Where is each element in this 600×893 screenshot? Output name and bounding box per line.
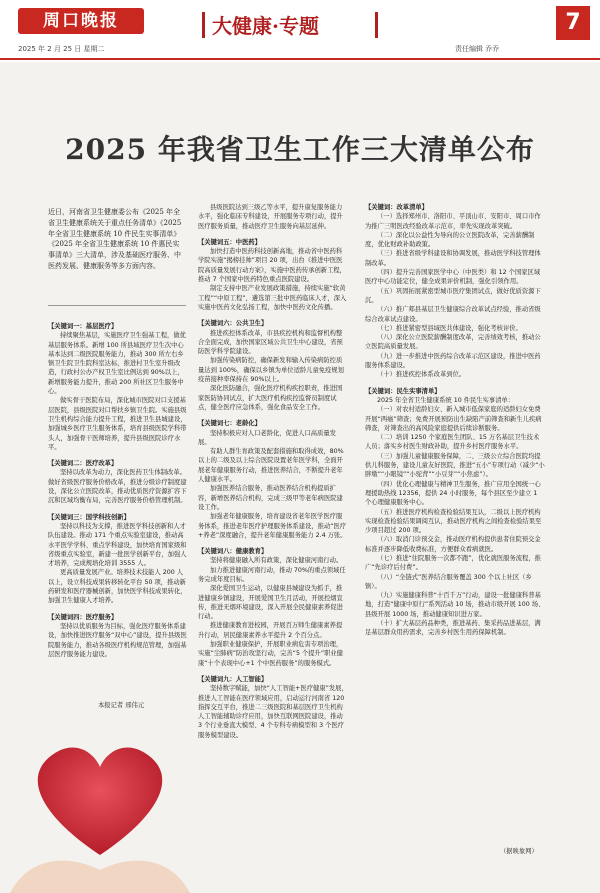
article-paragraph: （一）对农村适龄妇女、新入城市低保家庭的适龄妇女免费开展“两癌”筛查；免费开展预防出生缺陷产前筛查和新生儿疾病筛查，对筛查出的高风险家庭提供后续诊断服务。: [365, 406, 542, 432]
newspaper-logo: 周口晚报: [18, 8, 144, 34]
article-paragraph: 加快打造中医药科技创新高地，推动省中医药科学院实施“揭榜挂帅”项目 20 项，出台《推进中医医院高质量发展行动方案》，实施中医药传承创新工程，推动 7 个国家中医药特色重点医院建设。: [198, 248, 346, 284]
section-keyword-heading: 【关键词三：国学科技创新】: [48, 513, 130, 521]
section-divider-left: [202, 12, 205, 38]
article-paragraph: 坚持积极应对人口老龄化，促进人口高质量发展。: [198, 429, 336, 446]
section-keyword-heading: 【关键词：民生实事清单】: [365, 387, 441, 395]
article-paragraph: 县级医院达到三级乙等水平，提升康复服务能力水平，强化临床专科建设，开展服务专项行动，提升医疗服务质量，推动医疗卫生服务向基层延伸。: [198, 204, 343, 230]
section-keyword-heading: 【关键词九：人工智能】: [198, 675, 268, 683]
article-paragraph: （二）培训 1250 个家庭医生团队、15 万名基层卫生技术人员；落实乡村医生财政补助，提升乡村医疗服务水平。: [365, 434, 540, 451]
article-paragraph: 坚持以优质服务为目标，强化医疗服务体系建设，加快推进医疗服务“双中心”建设，提升县级医院服务能力，推动各级医疗机构规范管理，加强基层医疗服务能力建设。: [48, 622, 187, 658]
article-paragraph: 坚持以科技为支撑，推进医学科技创新和人才队伍建设。推动 171 个重点实验室建设，推动高水平医学学科、重点学科建设，加快培育国家级和省级重点实验室，新建一批医学创新平台，加强人才培养，完成规培化培训 3555 人。: [48, 522, 187, 568]
article-paragraph: 加强老年健康服务，培育建设省老年医学医疗服务体系，推进老年医疗护理服务体系建设，推动“医疗+养老”深度融合，提升老年健康服务能力 2.4 万张。: [198, 513, 347, 539]
article-paragraph: （六）取消门诊预交金，推动医疗机构提供患者住院预交金标准并逐步降低收费标准，方便群众看病就医。: [365, 536, 541, 553]
column-1: [48, 322, 188, 659]
masthead: [0, 0, 600, 62]
article-paragraph: 加力推进健康河南行动，推动 70%的重点领域任务完成年度目标。: [198, 566, 346, 583]
article-paragraph: 做实骨干医院布局，深化城市医院对口支援基层医院，县级医院对口帮扶乡镇卫生院。实施县级卫生机构综合能力提升工程，推进卫生县城建设，加强城乡医疗卫生服务体系，培育县级医院学科带头人，加强骨干医师培养，提升县级医院诊疗水平。: [48, 397, 187, 451]
article-paragraph: （四）提升完善国家医学中心（中医类）和 12 个国家区域医疗中心功能定位，健全成果评价机制，强化引领作用。: [365, 269, 541, 286]
article-paragraph: （四）优化心理健康与精神卫生服务，推广应用全国统一心理援助热线 12356，提供 24 小时服务，每个县区至少建立 1 个心理健康服务中心。: [365, 480, 541, 507]
hands-icon: [10, 861, 190, 893]
article-paragraph: （九）实施健康科普“十百千万”行动，建设一批健康科普基地，打造“健康中原行”系列活动 10 场，推动市级开展 100 场、县级开展 1000 场，推动健康知识进万家。: [365, 592, 545, 618]
section-keyword-heading: 【关键词八：健康教育】: [198, 548, 268, 556]
section-keyword-heading: 【关键词二：医疗改革】: [48, 460, 118, 468]
section-title: 大健康·专题: [212, 14, 319, 38]
article-paragraph: （六）推广郏县基层卫生健康综合改革试点经验，推动省级综合改革试点建设。: [365, 306, 541, 323]
article-paragraph: 制定支持中医产业发展政策措施，持续实施“软黄工程”“中原工程”，遴选第三批中医药临床人才，深入实施中医药文化弘扬工程，加快中医药文化传播。: [198, 285, 347, 311]
article-paragraph: （五）推进医疗机构检查检验结果互认，二级以上医疗机构实现检查检验结果调阅互认，推动医疗机构之间检查检验结果至少项目超过 200 项。: [365, 508, 542, 535]
heart-icon: [38, 748, 162, 855]
article-paragraph: 坚持将健康融入所有政策，深化健康河南行动。: [210, 557, 343, 565]
article-paragraph: （十）推进疾控体系改革到位。: [377, 371, 466, 379]
date-line: 2025 年 2 月 25 日 星期二: [18, 45, 105, 53]
source-credit: （据映象网）: [500, 848, 538, 855]
article-paragraph: （八）深化公立医院薪酬制度改革，完善绩效考核，推动公立医院高质量发展。: [365, 334, 541, 351]
section-keyword-heading: 【关键词：改革清单】: [365, 204, 428, 211]
intro-divider: [48, 305, 186, 306]
article-paragraph: 2025 年全省卫生健康系统 10 件民生实事清单：: [377, 396, 515, 404]
section-keyword-heading: 【关键词一：基层医疗】: [48, 323, 118, 330]
article-paragraph: 有助人群生育政策及配套措施和取得成效，80%以上的二级及以上综合医院设置老年医学科，全面开展老年健康服务行动，推进医养结合，不断提升老年人健康水平。: [198, 448, 344, 484]
headline: 2025 年我省卫生工作三大清单公布: [65, 133, 535, 166]
section-keyword-heading: 【关键词七：老龄化】: [198, 420, 261, 428]
heart-hands-illustration: [0, 705, 200, 893]
article-paragraph: 更高质量发展产业。培养技术技能人 200 人以上，设立科技成果转移转化平台 50 项，推动新药研发和医疗器械创新，加快医学科技成果转化，加强卫生健康人才培养。: [48, 569, 187, 605]
article-paragraph: （七）推进紧密型县域医共体建设，强化考核评价。: [377, 324, 522, 332]
article-paragraph: 推进健康教育进校园，开展百万师生健康素养提升行动，居民健康素养水平提升 2 个百分点。: [198, 622, 343, 639]
article-paragraph: 坚持以改革为动力，深化医药卫生体制改革。做好省级医疗服务价格改革，推进分级诊疗制度建设，深化公立医院改革，推动优质医疗资源扩容下沉和区域均衡布局，完善医疗服务价格管理机制。: [48, 469, 187, 505]
article-paragraph: 推进疾控体系改革，市县疾控机构和监督机构整合全面完成，加快国家区域公共卫生中心建设，省预防医学科学院建设。: [198, 329, 343, 356]
article-paragraph: 深化医防融合，强化医疗机构疾控职责，推进国家医防协同试点，扩大医疗机构疾控监督员制度试点，健全医疗应急体系，强化食品安全工作。: [198, 385, 343, 411]
section-keyword-heading: 【关键词四：医疗服务】: [48, 613, 118, 621]
section-keyword-heading: 【关键词五：中医药】: [198, 238, 261, 246]
article-paragraph: 加强职业健康保护，开展职业病危害专项治理，实施“尘肺病”防治攻坚行动，完善“5 个提升”职业健康“十个表现中心+1 个中医药服务”的服务模式。: [198, 641, 343, 667]
article-paragraph: （十）扩大基层药品种类，推进基药、集采药品进基层，满足基层群众用药需求，完善乡村医生用药保障机制。: [365, 620, 541, 637]
article-paragraph: （八）“全链式”医养结合服务覆盖 300 个以上社区（乡镇）。: [365, 573, 532, 590]
section-keyword-heading: 【关键词六：公共卫生】: [198, 320, 268, 328]
intro-paragraph: 近日，河南省卫生健康委公布《2025 年全省卫生健康系统关于重点任务清单》《2025 年全省卫生健康系统 10 件民生实事清单》《2025 年全省卫生健康系统 10 件惠民实事清单》三大清单，涉及基础医疗服务、中医药发展、健康服务等多方面内容。: [48, 208, 182, 270]
article-paragraph: 坚持数字赋能，加快“人工智能+医疗健康”发展，推进人工智能在医疗领域应用，启动运行河南省 120 指挥交互平台，推进二三级医院和基层医疗卫生机构人工智能辅助诊疗应用，加快互联网医院建设，推动 3 个行业垂直大模型、4 个专科专病模型和 3 个医疗服务模型建设。: [198, 685, 348, 739]
article-paragraph: （五）巩固拓展紧密型城市医疗集团试点，做好优质资源下沉。: [365, 287, 541, 304]
page-number: 7: [556, 6, 590, 40]
article-paragraph: 加强医养结合服务，推动医养结合机构提质扩容，新增医养结合机构，完成三级甲等老年病医院建设工作。: [198, 485, 343, 511]
column-3: [365, 203, 545, 638]
editor-line: 责任编辑 乔乔: [455, 45, 500, 53]
article-paragraph: （一）选择郑州市、洛阳市、平顶山市、安阳市、周口市作为推广三明医改经验改革示范市，率先实现改革突破。: [365, 213, 541, 230]
column-2: [198, 203, 348, 740]
section-divider-right: [375, 12, 378, 38]
article-paragraph: （三）推进省级学科建设和协调发展，推动医学科技管理体制改革。: [365, 250, 541, 267]
article-paragraph: 深化爱国卫生运动，以健康县城建设为抓手，推进健康乡镇建设，开展爱国卫生月活动，开展控烟宣传，推进无烟环境建设，深入开展全民健康素养促进行动。: [198, 585, 343, 621]
article-paragraph: （三）加强儿童健康服务保障，二、三级公立综合医院均提供儿科服务，建设儿童友好医院，推进“五小”专项行动（减少“小胖墩”“小眼镜”“小驼背”“小豆芽”“小焦虑”）。: [365, 452, 545, 479]
masthead-rule: [0, 58, 600, 60]
byline: 本报记者 邢伟元: [98, 702, 145, 709]
article-paragraph: （九）进一步推进中医药综合改革示范区建设，推进中医药服务体系建设。: [365, 352, 541, 370]
article-paragraph: 持续聚焦基层，实施医疗卫生强基工程，做优基层服务体系。新增 100 所县域医疗卫生次中心基本达到二级医院服务能力，推动 300 所左右乡镇卫生院卫生院科室达标，推进村卫生室升级改造，行政村公办产权卫生室比例达到 90%以上，新增服务能力提升，推动 200 所社区卫生服务中心。: [48, 332, 186, 396]
article-paragraph: 加强传染病防控，确保新发和输入传染病防控质量达到 100%，确保以乡镇为单位适龄儿童免疫规划疫苗接种率保持在 90%以上。: [198, 357, 344, 384]
article-paragraph: （七）推进“住院服务一次都不跑”，优化就医服务流程，推广“先诊疗后付费”。: [365, 554, 541, 572]
article-paragraph: （二）深化以公益性为导向的公立医院改革，完善薪酬制度，优化财政补助政策。: [365, 231, 535, 249]
